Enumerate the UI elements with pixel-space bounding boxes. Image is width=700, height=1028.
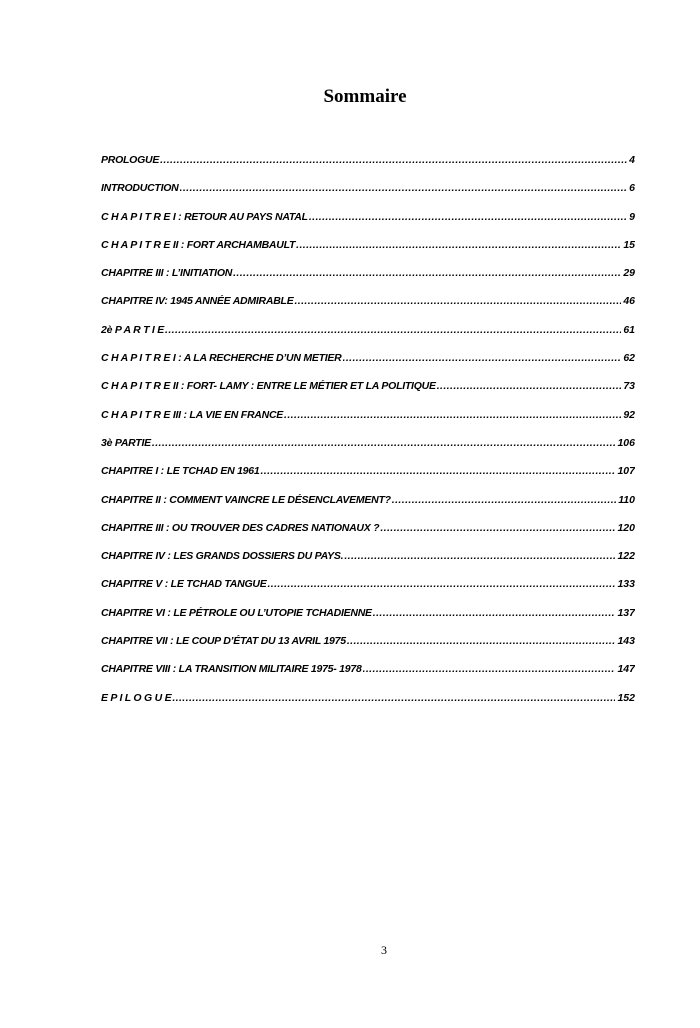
toc-dot-leader [363, 659, 616, 679]
toc-entry-part3 [101, 433, 635, 461]
toc-dot-leader [165, 320, 621, 340]
toc-entry-title: 2è P A R T I E [101, 323, 165, 336]
toc-entry-page: 137 [617, 606, 635, 619]
toc-entry-page: 15 [623, 238, 635, 251]
toc-entry-part3-chapter3 [101, 518, 635, 546]
toc-dot-leader [284, 405, 621, 425]
toc-entry-page: 61 [623, 323, 635, 336]
toc-dot-leader [172, 688, 615, 708]
toc-entry-title: 3è PARTIE [101, 436, 151, 449]
toc-entry-part2 [101, 320, 635, 348]
toc-dot-leader [344, 546, 615, 566]
toc-entry-page: 4 [629, 154, 635, 166]
toc-entry-page: 147 [617, 663, 635, 676]
toc-dot-leader [309, 207, 627, 227]
toc-entry-page: 9 [629, 210, 635, 223]
toc-entry-page: 122 [617, 550, 635, 563]
toc-entry-page: 6 [629, 182, 635, 195]
toc-entry-page: 62 [623, 352, 635, 365]
toc-entry-page: 107 [617, 465, 635, 478]
toc-entry-part3-chapter4 [101, 546, 635, 574]
toc-entry-title: C H A P I T R E I : A LA RECHERCHE D’UN METIER [101, 352, 342, 365]
toc-dot-leader [233, 263, 621, 283]
toc-entry-page: 152 [617, 691, 635, 704]
page-number: 3 [381, 943, 387, 957]
toc-dot-leader [437, 376, 622, 396]
toc-entry-part1-chapter4 [101, 291, 635, 319]
toc-entry-title: C H A P I T R E II : FORT ARCHAMBAULT [101, 238, 296, 251]
toc-dot-leader [373, 603, 616, 623]
toc-entry-part2-chapter1 [101, 348, 635, 376]
toc-dot-leader [392, 490, 616, 510]
toc-entry-epilogue [101, 688, 635, 716]
toc-entry-part3-chapter2 [101, 490, 635, 518]
toc-entry-title: C H A P I T R E II : FORT- LAMY : ENTRE LE MÉTIER ET LA POLITIQUE [101, 380, 436, 393]
toc-entry-page: 133 [617, 578, 635, 591]
toc-dot-leader [267, 574, 615, 594]
toc-entry-page: 73 [623, 380, 635, 393]
table-of-contents [101, 150, 635, 716]
toc-entry-title: C H A P I T R E III : LA VIE EN FRANCE [101, 408, 284, 421]
toc-dot-leader [294, 291, 621, 311]
toc-entry-title: CHAPITRE III : L’INITIATION [101, 267, 233, 280]
toc-entry-page: 29 [623, 267, 635, 280]
toc-entry-title: CHAPITRE VI : LE PÉTROLE OU L’UTOPIE TCHADIENNE [101, 606, 372, 619]
toc-entry-page: 106 [617, 436, 635, 449]
toc-dot-leader [347, 631, 616, 651]
toc-entry-page: 143 [617, 635, 635, 648]
toc-entry-title: CHAPITRE V : LE TCHAD TANGUE [101, 578, 267, 591]
toc-entry-page: 110 [618, 493, 635, 506]
toc-entry-title: CHAPITRE VII : LE COUP D’ÉTAT DU 13 AVRIL 1975 [101, 635, 346, 648]
toc-entry-part3-chapter6 [101, 603, 635, 631]
toc-entry-part3-chapter5 [101, 574, 635, 602]
toc-dot-leader [152, 433, 616, 453]
toc-entry-title: CHAPITRE II : COMMENT VAINCRE LE DÉSENCLAVEMENT? [101, 493, 391, 506]
toc-entry-page: 46 [623, 295, 635, 308]
toc-entry-part2-chapter2 [101, 376, 635, 404]
toc-entry-part1-chapter3 [101, 263, 635, 291]
toc-entry-title: C H A P I T R E I : RETOUR AU PAYS NATAL [101, 210, 308, 223]
toc-dot-leader [180, 178, 628, 198]
toc-dot-leader [160, 150, 627, 170]
toc-entry-title: PROLOGUE [101, 154, 160, 166]
toc-entry-part3-chapter7 [101, 631, 635, 659]
toc-entry-title: CHAPITRE I : LE TCHAD EN 1961 [101, 465, 260, 478]
toc-entry-part1-chapter1 [101, 207, 635, 235]
toc-entry-prologue [101, 150, 635, 178]
toc-dot-leader [260, 461, 615, 481]
toc-entry-part3-chapter8 [101, 659, 635, 687]
toc-entry-title: CHAPITRE IV : LES GRANDS DOSSIERS DU PAYS. [101, 550, 344, 563]
page-title: Sommaire [323, 86, 407, 107]
toc-entry-title: CHAPITRE IV: 1945 ANNÉE ADMIRABLE [101, 295, 294, 308]
toc-dot-leader [380, 518, 615, 538]
toc-entry-title: INTRODUCTION [101, 182, 179, 195]
toc-dot-leader [296, 235, 621, 255]
toc-dot-leader [343, 348, 622, 368]
toc-entry-introduction [101, 178, 635, 206]
toc-entry-part3-chapter1 [101, 461, 635, 489]
toc-entry-part2-chapter3 [101, 405, 635, 433]
toc-entry-part1-chapter2 [101, 235, 635, 263]
toc-entry-title: CHAPITRE III : OU TROUVER DES CADRES NATIONAUX ? [101, 521, 380, 534]
toc-entry-title: CHAPITRE VIII : LA TRANSITION MILITAIRE 1975- 1978 [101, 663, 362, 676]
toc-entry-title: E P I L O G U E [101, 691, 172, 704]
toc-entry-page: 92 [623, 408, 635, 421]
toc-entry-page: 120 [617, 521, 635, 534]
